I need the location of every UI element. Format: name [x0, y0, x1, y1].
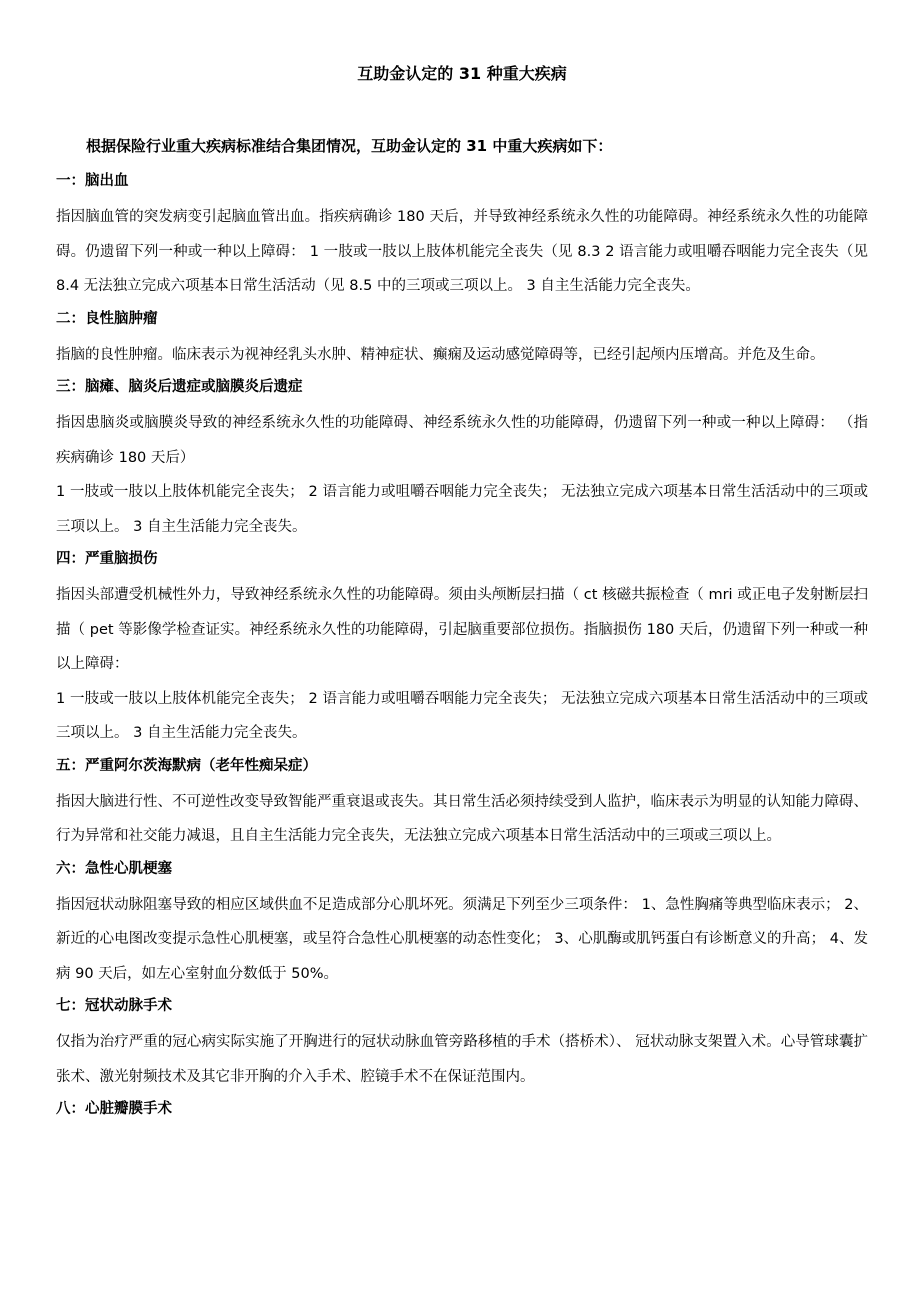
section-heading: 七：冠状动脉手术 — [56, 998, 172, 1014]
section-6 — [56, 858, 868, 992]
section-paragraph: 仅指为治疗严重的冠心病实际实施了开胸进行的冠状动脉血管旁路移植的手术（搭桥术）、 冠状动脉支架置入术。心导管球囊扩张术、激光射频技术及其它非开胸的介入手术、腔镜手术不在保证范围内。 — [56, 1034, 868, 1085]
section-3 — [56, 376, 868, 544]
section-8 — [56, 1098, 868, 1120]
section-4 — [56, 548, 868, 751]
page-title: 互助金认定的 31 种重大疾病 — [357, 64, 567, 83]
section-7 — [56, 995, 868, 1094]
section-heading: 四：严重脑损伤 — [56, 551, 158, 567]
section-paragraph: 指因脑血管的突发病变引起脑血管出血。指疾病确诊 180 天后，并导致神经系统永久性的功能障碍。神经系统永久性的功能障碍。仍遗留下列一种或一种以上障碍： 1 一肢或一肢以上肢体机能完全丧失（见 8.3 2 语言能力或咀嚼吞咽能力完全丧失（见 8.4 无法独立完成六项基本日常生活活动（见 8.5 中的三项或三项以上。 3 自主生活能力完全丧失。 — [56, 209, 868, 294]
section-2 — [56, 308, 868, 373]
section-heading: 二：良性脑肿瘤 — [56, 310, 158, 327]
disease-list — [56, 170, 868, 1128]
section-heading: 五：严重阿尔茨海默病（老年性痴呆症） — [56, 757, 317, 774]
section-paragraph: 1 一肢或一肢以上肢体机能完全丧失； 2 语言能力或咀嚼吞咽能力完全丧失； 无法独立完成六项基本日常生活活动中的三项或三项以上。 3 自主生活能力完全丧失。 — [56, 484, 868, 535]
section-1 — [56, 170, 868, 304]
section-paragraph: 1 一肢或一肢以上肢体机能完全丧失； 2 语言能力或咀嚼吞咽能力完全丧失； 无法独立完成六项基本日常生活活动中的三项或三项以上。 3 自主生活能力完全丧失。 — [56, 690, 868, 741]
section-5 — [56, 755, 868, 854]
section-paragraph: 指因患脑炎或脑膜炎导致的神经系统永久性的功能障碍、神经系统永久性的功能障碍，仍遗留下列一种或一种以上障碍： （指疾病确诊 180 天后） — [56, 415, 868, 466]
section-paragraph: 指因头部遭受机械性外力，导致神经系统永久性的功能障碍。须由头颅断层扫描（ ct 核磁共振检查（ mri 或正电子发射断层扫描（ pet 等影像学检查证实。神经系统永久性的功能障碍，引起脑重要部位损伤。指脑损伤 180 天后，仍遗留下列一种或一种以上障碍： — [56, 587, 868, 672]
section-paragraph: 指脑的良性肿瘤。临床表示为视神经乳头水肿、精神症状、癫痫及运动感觉障碍等，已经引起颅内压增高。并危及生命。 — [56, 346, 825, 363]
section-paragraph: 指因大脑进行性、不可逆性改变导致智能严重衰退或丧失。其日常生活必须持续受到人监护，临床表示为明显的认知能力障碍、行为异常和社交能力减退，且自主生活能力完全丧失，无法独立完成六项基本日常生活活动中的三项或三项以上。 — [56, 793, 868, 844]
section-heading: 六：急性心肌梗塞 — [56, 860, 172, 877]
intro-paragraph: 根据保险行业重大疾病标准结合集团情况，互助金认定的 31 中重大疾病如下： — [86, 137, 613, 155]
section-heading: 八：心脏瓣膜手术 — [56, 1101, 172, 1117]
section-paragraph: 指因冠状动脉阻塞导致的相应区域供血不足造成部分心肌坏死。须满足下列至少三项条件： 1、急性胸痛等典型临床表示； 2、新近的心电图改变提示急性心肌梗塞，或呈符合急性心肌梗塞的动态性变化； 3、心肌酶或肌钙蛋白有诊断意义的升高； 4、发病 90 天后，如左心室射血分数低于 50%。 — [56, 896, 868, 982]
section-heading: 一：脑出血 — [56, 173, 129, 189]
section-heading: 三：脑瘫、脑炎后遗症或脑膜炎后遗症 — [56, 379, 303, 395]
